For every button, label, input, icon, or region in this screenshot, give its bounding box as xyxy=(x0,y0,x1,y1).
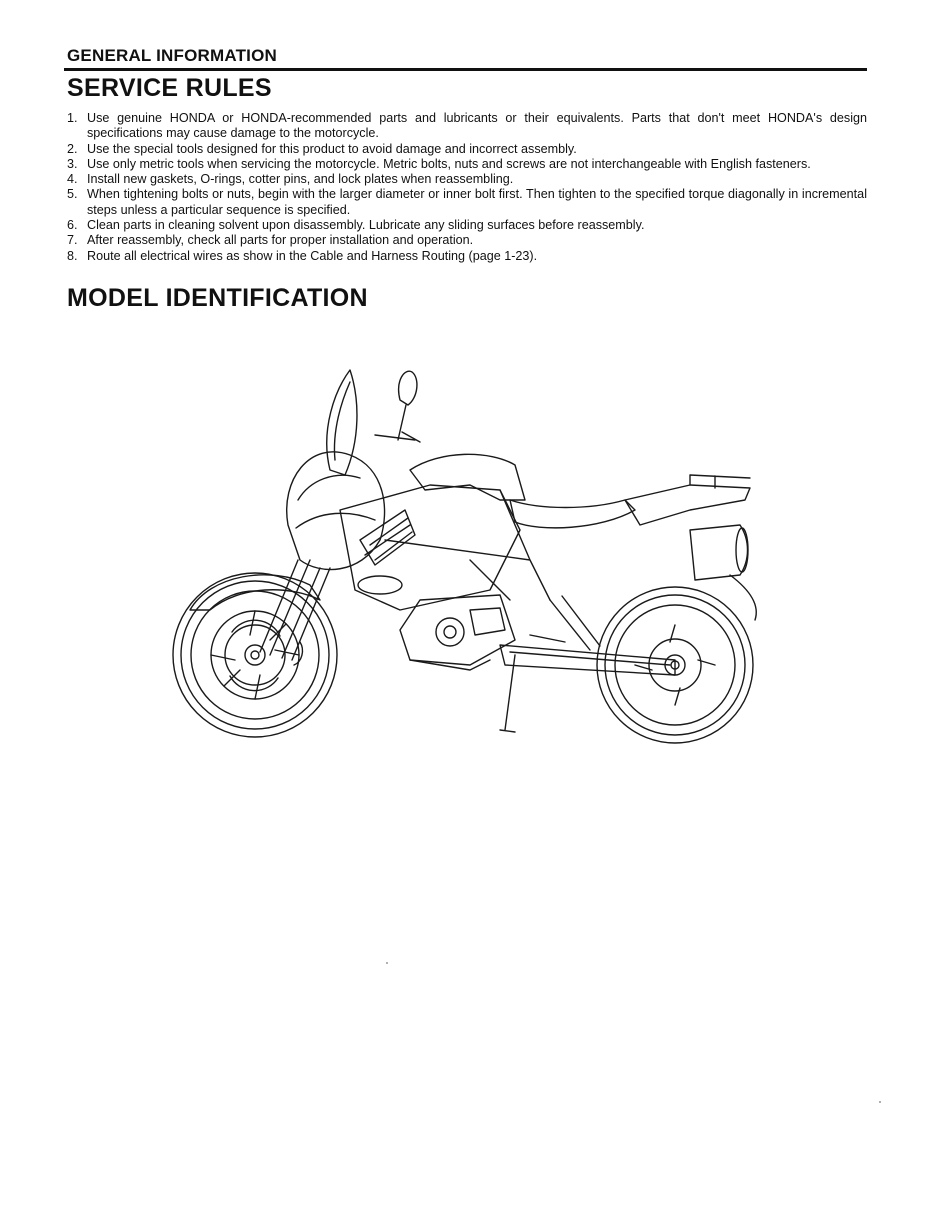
seat xyxy=(510,500,635,528)
fuel-tank xyxy=(410,454,525,500)
list-item xyxy=(67,187,867,218)
muffler-end xyxy=(736,528,748,572)
muffler xyxy=(690,525,748,580)
list-item-number: 5. xyxy=(67,187,78,202)
header-rule xyxy=(64,68,867,71)
list-item-number: 7. xyxy=(67,233,78,248)
list-item xyxy=(67,249,867,264)
front-wheel xyxy=(173,573,337,737)
turn-signal xyxy=(358,576,402,594)
list-item-text: Route all electrical wires as show in the Cable and Harness Routing (page 1-23). xyxy=(87,248,538,263)
list-item-number: 1. xyxy=(67,111,78,125)
side-stand xyxy=(500,655,515,732)
list-item-number: 8. xyxy=(67,248,78,263)
list-item-text: After reassembly, check all parts for proper installation and operation. xyxy=(87,233,474,248)
scan-speck xyxy=(386,962,388,964)
list-item-number: 4. xyxy=(67,172,78,187)
list-item xyxy=(67,111,867,142)
list-item xyxy=(67,218,867,233)
service-rules-title: SERVICE RULES xyxy=(67,74,272,102)
list-item-text: Use the special tools designed for this product to avoid damage and incorrect assembly. xyxy=(87,141,577,156)
list-item xyxy=(67,233,867,248)
list-item-text: Install new gaskets, O-rings, cotter pins, and lock plates when reassembling. xyxy=(87,172,514,187)
frame xyxy=(385,490,550,600)
swingarm-detail xyxy=(510,652,670,665)
front-fender xyxy=(190,575,320,610)
scan-speck xyxy=(879,1101,881,1103)
swingarm xyxy=(500,645,675,675)
rear-cowl xyxy=(625,485,750,525)
fairing-lines xyxy=(296,475,375,528)
list-item-text: When tightening bolts or nuts, begin with the larger diameter or inner bolt first. Then tighten to the specified torque diagonally in incremental steps unless a particular sequence is specified. xyxy=(87,187,867,217)
list-item xyxy=(67,157,867,172)
mirror xyxy=(399,371,417,405)
list-item xyxy=(67,142,867,157)
footpeg xyxy=(530,635,565,642)
motorcycle-illustration xyxy=(170,360,770,750)
list-item-number: 2. xyxy=(67,141,78,156)
mirror-stem xyxy=(398,405,406,440)
side-fairing xyxy=(340,485,520,610)
handlebar xyxy=(375,432,420,442)
list-item-number: 6. xyxy=(67,218,78,233)
list-item-text: Clean parts in cleaning solvent upon disassembly. Lubricate any sliding surfaces before reassembly. xyxy=(87,218,645,233)
vent-mesh xyxy=(365,518,412,560)
rear-shock xyxy=(550,596,600,650)
list-item-text: Use only metric tools when servicing the motorcycle. Metric bolts, nuts and screws are not interchangeable with English fasteners. xyxy=(87,156,811,171)
windscreen xyxy=(327,370,357,475)
list-item-text: Use genuine HONDA or HONDA-recommended parts and lubricants or their equivalents. Parts that don't meet HONDA's design specifications may cause damage to the motorcycle. xyxy=(87,111,867,141)
list-item-number: 3. xyxy=(67,156,78,171)
list-item xyxy=(67,172,867,187)
front-forks xyxy=(260,560,330,665)
model-identification-title: MODEL IDENTIFICATION xyxy=(67,284,368,312)
section-header-label: GENERAL INFORMATION xyxy=(67,46,277,65)
service-rules-list xyxy=(67,111,867,264)
